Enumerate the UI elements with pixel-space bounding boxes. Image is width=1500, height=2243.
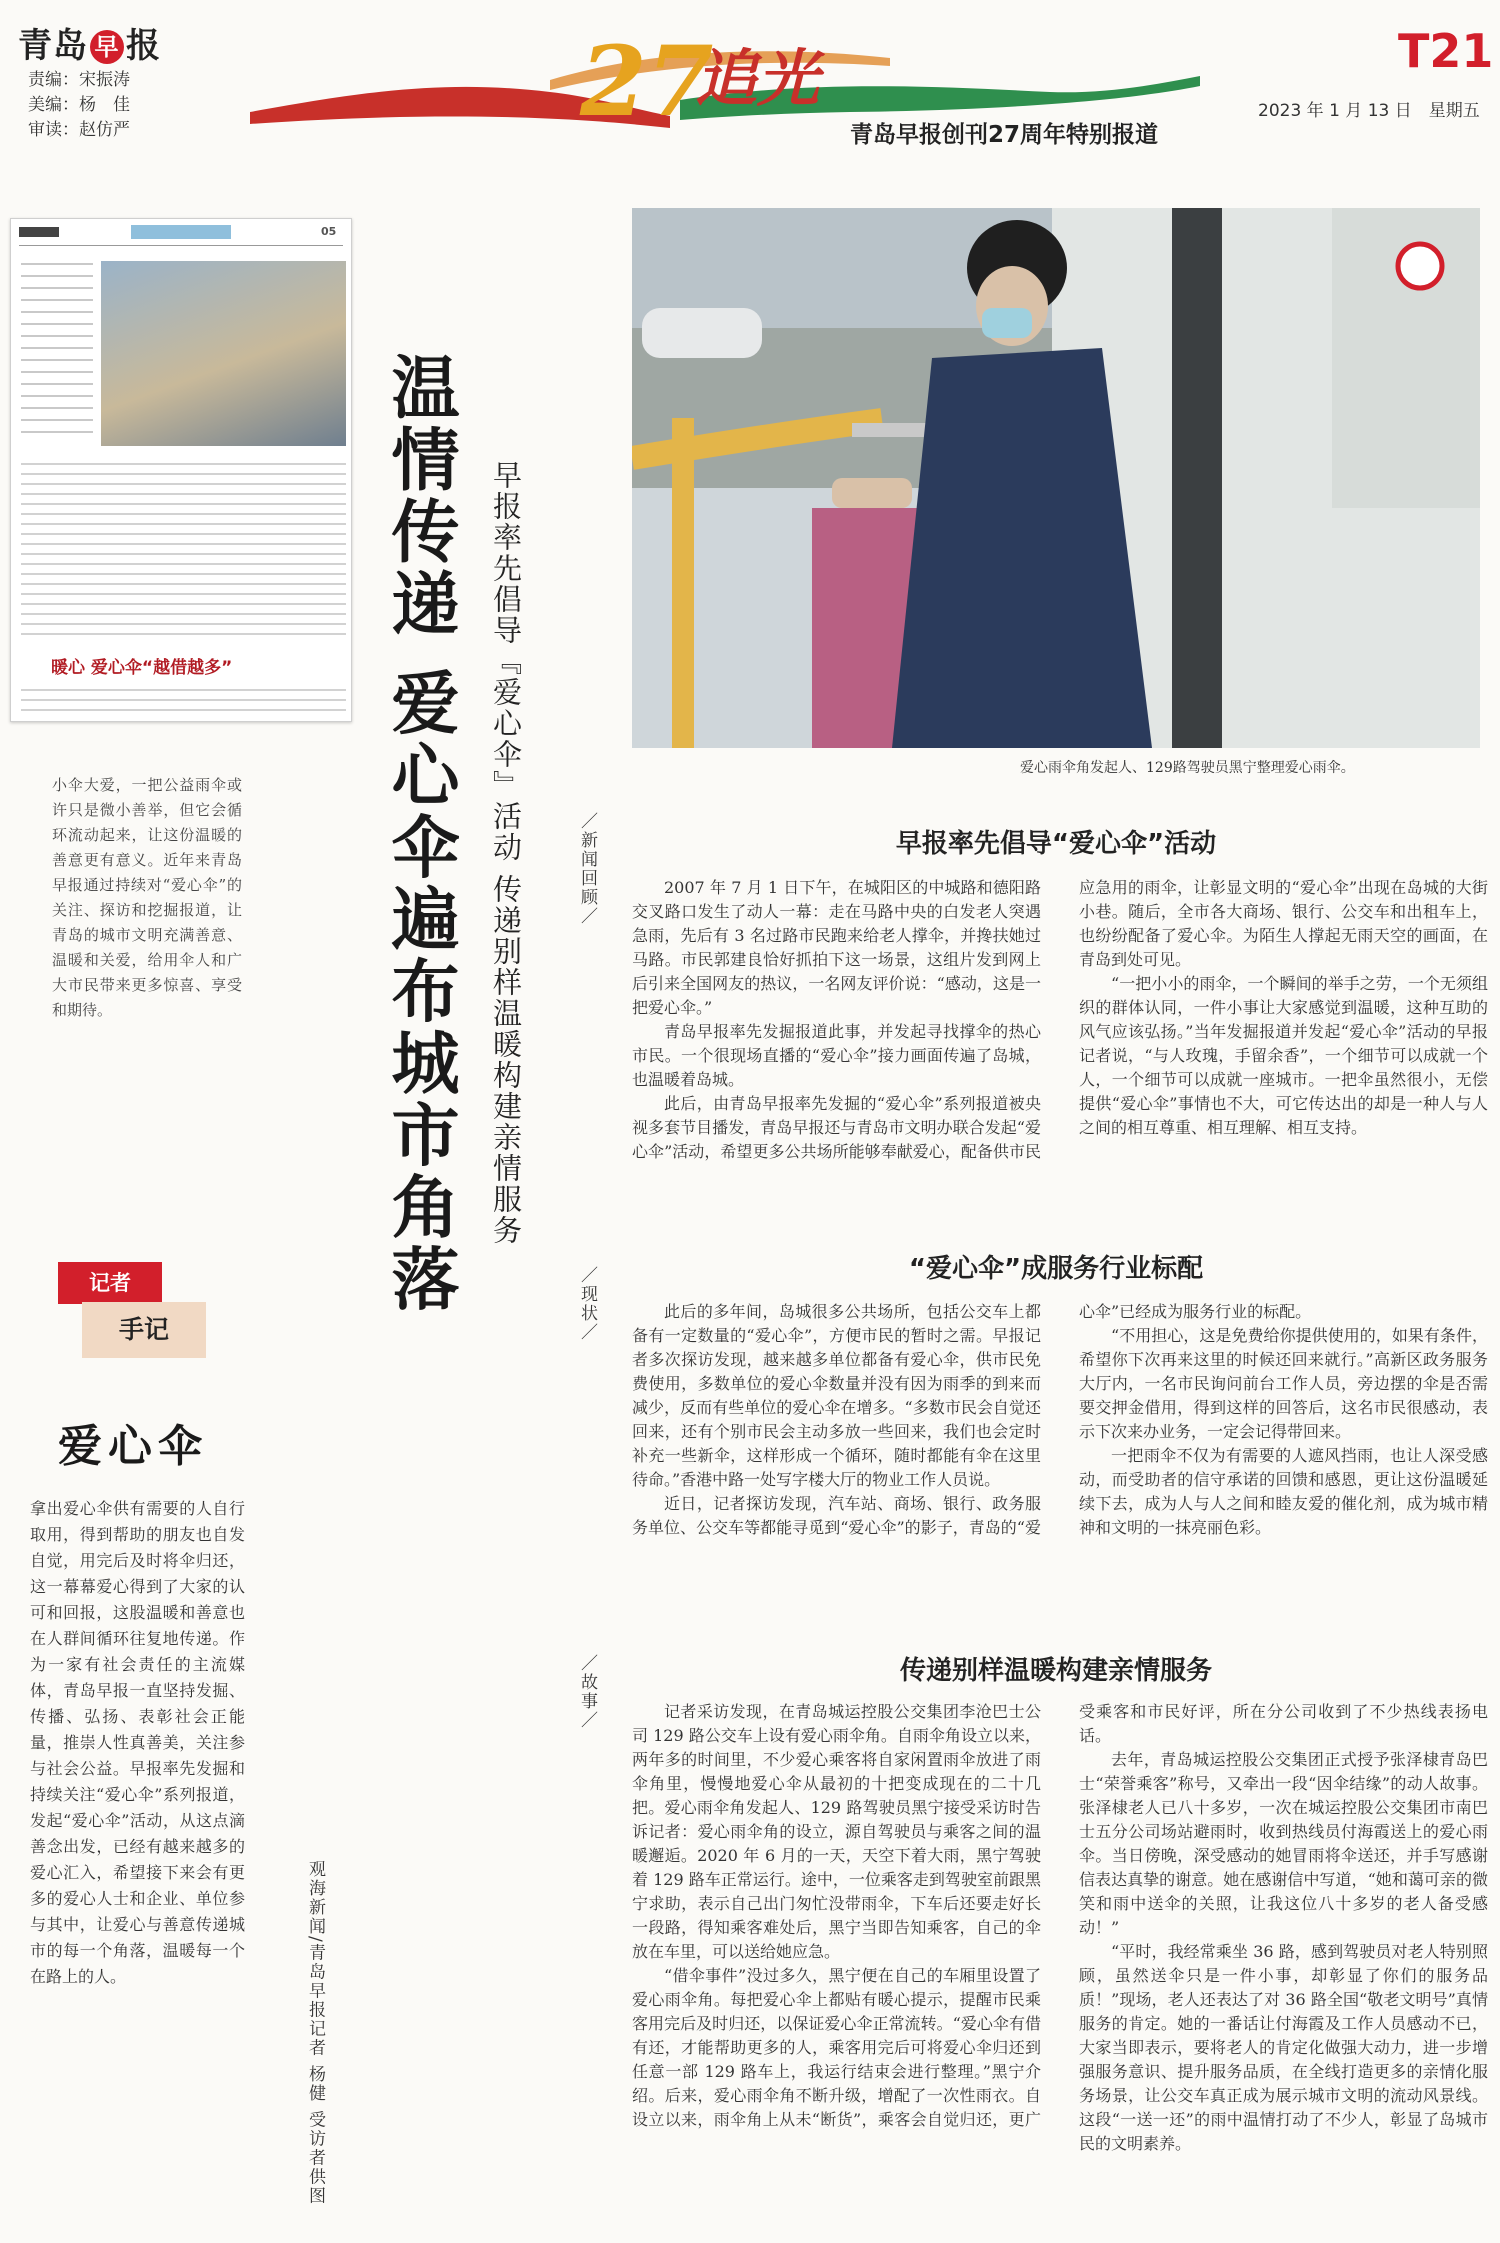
photo-car	[642, 308, 762, 358]
archive-page-thumbnail	[10, 218, 352, 722]
paragraph: “不用担心，这是免费给你提供使用的，如果有条件，希望你下次再来这里的时候还回来就行。”高新区政务服务大厅内，一名市民询问前台工作人员，旁边摆的伞是否需要交押金借用，得到这样的回答后，这名市民很感动，表示下次来办业务，一定会记得带回来。	[1079, 1326, 1488, 1441]
banner-number: 27	[580, 25, 714, 138]
section-body-story	[632, 1700, 1488, 2236]
newspaper-logo: 青岛 早 报	[18, 26, 161, 66]
editor-in-charge: 责编：宋振涛	[28, 70, 130, 90]
photo-caption: 爱心雨伞角发起人、129路驾驶员黑宁整理爱心雨伞。	[1020, 760, 1355, 776]
thumbnail-headline: 暖心 爱心伞“越借越多”	[51, 658, 233, 678]
photo-sign	[1398, 244, 1442, 288]
issue-date: 2023 年 1 月 13 日 星期五	[1258, 101, 1480, 121]
page-number: T21	[1398, 24, 1494, 78]
banner-word: 追光	[695, 42, 820, 115]
banner-subtitle: 青岛早报创刊27周年特别报道	[850, 122, 1159, 148]
paragraph: 青岛早报率先发掘报道此事，并发起寻找撑伞的热心市民。一个很现场直播的“爱心伞”接力画面传遍了岛城，也温暖着岛城。	[632, 1022, 1041, 1089]
paragraph: 记者采访发现，在青岛城运控股公交集团李沧巴士公司 129 路公交车上设有爱心雨伞角。自雨伞角设立以来，两年多的时间里，不少爱心乘客将自家闲置雨伞放进了雨伞角里，慢慢地爱心伞从最初的十把变成现在的二十几把。爱心雨伞角发起人、129 路驾驶员黑宁接受采访时告诉记者：爱心雨伞角的设立，源自驾驶员与乘客之间的温暖邂逅。2020 年 6 月的一天，天空下着大雨，黑宁驾驶着 129 路车正常运行。途中，一位乘客走到驾驶室前跟黑宁求助，表示自己出门匆忙没带雨伞，下车后还要走好长一段路，得知乘客难处后，黑宁当即告知乘客，自己的伞放在车里，可以送给她应急。	[632, 1702, 1041, 1961]
proofreader: 审读：赵仿严	[28, 120, 130, 140]
section-title-story: 传递别样温暖构建亲情服务	[899, 1656, 1212, 1686]
paragraph: 近日，记者探访发现，汽车站、商场、银行、政务服务单位、公交车等都能寻觅到“爱心伞”的影子，青岛的“爱心伞”已经成为服务行业的标配。	[632, 1302, 1312, 1537]
paragraph: 2007 年 7 月 1 日下午，在城阳区的中城路和德阳路交叉路口发生了动人一幕：走在马路中央的白发老人突遇急雨，先后有 3 名过路市民跑来给老人撑伞，并搀扶她过马路。市民郭建良恰好抓拍下这一场景，这组片发到网上后引来全国网友的热议，一名网友评价说：“感动，这是一把爱心伞。”	[632, 878, 1041, 1017]
kicker-bottom: 手记	[82, 1302, 206, 1358]
intro-paragraph: 小伞大爱，一把公益雨伞或许只是微小善举，但它会循环流动起来，让这份温暖的善意更有意义。近年来青岛早报通过持续对“爱心伞”的关注、探访和挖掘报道，让青岛的城市文明充满善意、温暖和关爱，给用伞人和广大市民带来更多惊喜、享受和期待。	[52, 776, 242, 1019]
page-subheadline: 早报率先倡导『爱心伞』活动 传递别样温暖构建亲情服务	[489, 460, 523, 1247]
section-marker-status: ／现状／	[577, 1266, 597, 1342]
section-marker-story: ／故事／	[577, 1654, 597, 1730]
paragraph: “借伞事件”没过多久，黑宁便在自己的车厢里设置了爱心雨伞角。每把爱心伞上都贴有暖心提示，提醒市民乘客用完后及时归还，以保证爱心伞正常流转。“爱心伞有借有还，才能帮助更多的人，乘客用完后可将爱心伞归还到任意一部 129 路车上，我运行结束会进行整理。”黑宁介绍。后来，爱心雨伞角不断升级，增配了一次性雨衣。自设立以来，雨伞角上从未“断货”，乘客会自觉归还，更广受乘客和市民好评，所在分公司收到了不少热线表扬电话。	[632, 1702, 1488, 2129]
notes-title: 爱心伞	[58, 1421, 208, 1472]
section-title-status: “爱心伞”成服务行业标配	[908, 1254, 1204, 1284]
notes-body: 拿出爱心伞供有需要的人自行取用，得到帮助的朋友也自发自觉，用完后及时将伞归还，这一幕幕爱心得到了大家的认可和回报，这股温暖和善意也在人群间循环往复地传递。作为一家有社会责任的主流媒体，青岛早报一直坚持发掘、传播、弘扬、表彰社会正能量，推崇人性真善美，关注参与社会公益。早报率先发掘和持续关注“爱心伞”系列报道，发起“爱心伞”活动，从这点滴善念出发，已经有越来越多的爱心汇入，希望接下来会有更多的爱心人士和企业、单位参与其中，让爱心与善意传递城市的每一个角落，温暖每一个在路上的人。	[30, 1499, 245, 1986]
section-marker-review: ／新闻回顾／	[577, 812, 597, 926]
thumbnail-photo	[101, 261, 346, 446]
paragraph: 去年，青岛城运控股公交集团正式授予张泽棣青岛巴士“荣誉乘客”称号，又牵出一段“因伞结缘”的动人故事。张泽棣老人已八十多岁，一次在城运控股公交集团市南巴士五分公司场站避雨时，收到热线员付海霞送上的爱心雨伞。当日傍晚，深受感动的她冒雨将伞送还，并手写感谢信表达真挚的谢意。她在感谢信中写道，“她和蔼可亲的微笑和雨中送伞的关照，让我这位八十多岁的老人备受感动！”	[1079, 1750, 1488, 1937]
logo-mark: 早	[90, 30, 124, 64]
paragraph: 此后，由青岛早报率先发掘的“爱心伞”系列报道被央视多套节目播发，青岛早报还与青岛市文明办联合发起“爱心伞”活动，希望更多公共场所能够奉献爱心，配备供市民应急用的雨伞，让彰显文明的“爱心伞”出现在岛城的大街小巷。随后，全市各大商场、银行、公交车和出租车上，也纷纷配备了爱心伞。为陌生人撑起无雨天空的画面，在青岛到处可见。	[632, 878, 1488, 1161]
photo-mask	[982, 308, 1032, 338]
paragraph: “一把小小的雨伞，一个瞬间的举手之劳，一个无须组织的群体认同，一件小事让大家感觉到温暖，这种互助的风气应该弘扬。”当年发掘报道并发起“爱心伞”活动的早报记者说，“与人玫瑰，手留余香”，一个细节可以成就一个人，一个细节可以成就一座城市。一把伞虽然很小，无偿提供“爱心伞”事情也不大，可它传达出的却是一种人与人之间的相互尊重、相互理解、相互支持。	[1079, 974, 1488, 1137]
section-body-review	[632, 876, 1488, 1222]
main-photo	[632, 208, 1480, 748]
kicker-top: 记者	[58, 1262, 162, 1304]
thumbnail-page-label: 05	[321, 225, 337, 238]
art-editor: 美编：杨 佳	[28, 95, 130, 115]
paragraph: 此后的多年间，岛城很多公共场所，包括公交车上都备有一定数量的“爱心伞”，方便市民的暂时之需。早报记者多次探访发现，越来越多单位都备有爱心伞，供市民免费使用，多数单位的爱心伞数量并没有因为雨季的到来而减少，反而有些单位的爱心伞在增多。“多数市民会自觉还回来，还有个别市民会主动多放一些回来，我们也会定时补充一些新伞，这样形成一个循环，随时都能有伞在这里待命。”香港中路一处写字楼大厅的物业工作人员说。	[632, 1302, 1041, 1489]
section-title-review: 早报率先倡导“爱心伞”活动	[895, 829, 1217, 859]
paragraph: 一把雨伞不仅为有需要的人遮风挡雨，也让人深受感动，而受助者的信守承诺的回馈和感恩，更让这份温暖延续下去，成为人与人之间和睦友爱的催化剂，成为城市精神和文明的一抹亮丽色彩。	[1079, 1446, 1488, 1537]
page-headline: 温情传递 爱心伞遍布城市角落	[380, 352, 460, 1316]
byline: 观海新闻/青岛早报记者 杨健 受访者供图	[305, 1860, 325, 2206]
section-body-status	[632, 1300, 1488, 1614]
editor-credits	[28, 68, 130, 143]
paragraph: “平时，我经常乘坐 36 路，感到驾驶员对老人特别照顾，虽然送伞只是一件小事，却彰显了你们的服务品质！”现场，老人还表达了对 36 路全国“敬老文明号”真情服务的肯定。她的一番话让付海霞及工作人员感动不已，大家当即表示，要将老人的肯定化做强大动力，进一步增强服务意识、提升服务品质，在全线打造更多的亲情化服务场景，让公交车真正成为展示城市文明的流动风景线。这段“一送一还”的雨中温情打动了不少人，彰显了岛城市民的文明素养。	[1079, 1942, 1488, 2153]
